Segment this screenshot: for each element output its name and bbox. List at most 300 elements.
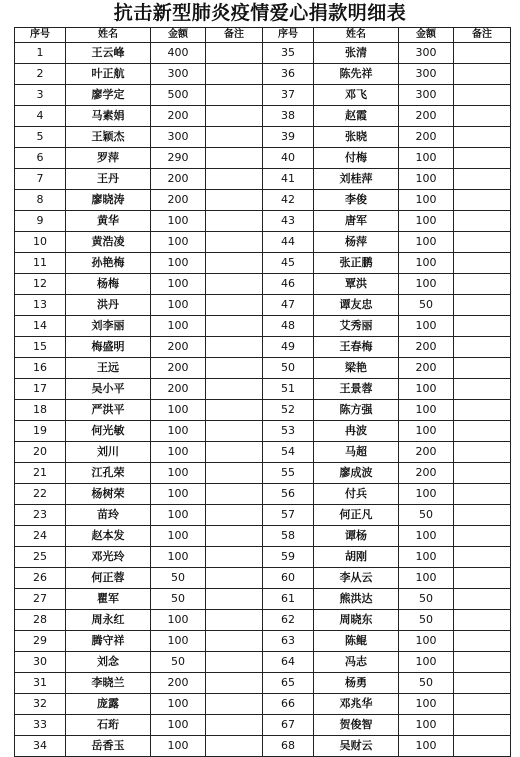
- cell-name-right: 梁艳: [314, 358, 399, 379]
- header-no-right: 序号: [263, 28, 314, 43]
- cell-note-left: [206, 652, 263, 673]
- cell-name-right: 付兵: [314, 484, 399, 505]
- cell-no-right: 67: [263, 715, 314, 736]
- cell-note-left: [206, 358, 263, 379]
- cell-note-left: [206, 43, 263, 64]
- cell-no-right: 60: [263, 568, 314, 589]
- cell-note-left: [206, 610, 263, 631]
- cell-no-left: 2: [15, 64, 66, 85]
- table-row: [15, 694, 511, 715]
- cell-note-left: [206, 295, 263, 316]
- cell-note-right: [454, 589, 511, 610]
- cell-note-left: [206, 85, 263, 106]
- cell-note-right: [454, 379, 511, 400]
- cell-name-right: 付梅: [314, 148, 399, 169]
- cell-name-right: 冯志: [314, 652, 399, 673]
- cell-no-right: 61: [263, 589, 314, 610]
- table-row: [15, 631, 511, 652]
- cell-note-right: [454, 232, 511, 253]
- cell-no-left: 9: [15, 211, 66, 232]
- cell-name-left: 何光敏: [66, 421, 151, 442]
- table-row: [15, 169, 511, 190]
- cell-no-left: 29: [15, 631, 66, 652]
- cell-no-left: 28: [15, 610, 66, 631]
- cell-name-left: 周永红: [66, 610, 151, 631]
- cell-note-left: [206, 64, 263, 85]
- cell-amount-left: 200: [151, 169, 206, 190]
- cell-no-left: 26: [15, 568, 66, 589]
- cell-note-right: [454, 715, 511, 736]
- cell-name-left: 何正蓉: [66, 568, 151, 589]
- cell-no-left: 18: [15, 400, 66, 421]
- cell-note-left: [206, 379, 263, 400]
- table-row: [15, 274, 511, 295]
- cell-amount-left: 100: [151, 484, 206, 505]
- cell-name-left: 庞露: [66, 694, 151, 715]
- cell-note-right: [454, 442, 511, 463]
- table-row: [15, 463, 511, 484]
- cell-name-right: 谭友忠: [314, 295, 399, 316]
- cell-no-left: 10: [15, 232, 66, 253]
- cell-amount-left: 50: [151, 568, 206, 589]
- cell-name-left: 马素娟: [66, 106, 151, 127]
- cell-no-right: 42: [263, 190, 314, 211]
- cell-note-right: [454, 358, 511, 379]
- cell-no-right: 49: [263, 337, 314, 358]
- cell-name-right: 胡刚: [314, 547, 399, 568]
- cell-note-right: [454, 127, 511, 148]
- cell-amount-left: 100: [151, 421, 206, 442]
- table-row: [15, 85, 511, 106]
- cell-note-right: [454, 190, 511, 211]
- cell-name-right: 王景蓉: [314, 379, 399, 400]
- table-row: [15, 379, 511, 400]
- table-row: [15, 106, 511, 127]
- cell-no-left: 1: [15, 43, 66, 64]
- cell-no-right: 64: [263, 652, 314, 673]
- cell-amount-right: 100: [399, 274, 454, 295]
- cell-note-right: [454, 610, 511, 631]
- cell-no-left: 30: [15, 652, 66, 673]
- cell-name-left: 黄浩凌: [66, 232, 151, 253]
- cell-note-right: [454, 43, 511, 64]
- cell-name-right: 陈鲲: [314, 631, 399, 652]
- table-row: [15, 400, 511, 421]
- cell-amount-right: 200: [399, 442, 454, 463]
- cell-name-right: 艾秀丽: [314, 316, 399, 337]
- cell-amount-left: 500: [151, 85, 206, 106]
- cell-amount-right: 100: [399, 379, 454, 400]
- cell-name-left: 王云峰: [66, 43, 151, 64]
- cell-name-right: 张晓: [314, 127, 399, 148]
- cell-name-right: 王春梅: [314, 337, 399, 358]
- cell-no-left: 14: [15, 316, 66, 337]
- table-row: [15, 610, 511, 631]
- cell-no-right: 47: [263, 295, 314, 316]
- cell-amount-right: 100: [399, 568, 454, 589]
- cell-name-right: 陈方强: [314, 400, 399, 421]
- cell-note-left: [206, 463, 263, 484]
- table-row: [15, 358, 511, 379]
- cell-no-right: 35: [263, 43, 314, 64]
- cell-note-left: [206, 631, 263, 652]
- cell-name-left: 梅盛明: [66, 337, 151, 358]
- cell-no-right: 37: [263, 85, 314, 106]
- cell-name-left: 赵本发: [66, 526, 151, 547]
- header-amount-left: 金额: [151, 28, 206, 43]
- cell-no-left: 27: [15, 589, 66, 610]
- cell-note-left: [206, 316, 263, 337]
- cell-note-right: [454, 64, 511, 85]
- cell-name-left: 瞿军: [66, 589, 151, 610]
- cell-name-left: 孙艳梅: [66, 253, 151, 274]
- cell-name-left: 江孔荣: [66, 463, 151, 484]
- cell-no-right: 43: [263, 211, 314, 232]
- cell-name-right: 赵霞: [314, 106, 399, 127]
- cell-name-left: 李晓兰: [66, 673, 151, 694]
- donation-table: [14, 27, 511, 757]
- table-row: [15, 568, 511, 589]
- cell-no-right: 68: [263, 736, 314, 757]
- cell-name-right: 廖成波: [314, 463, 399, 484]
- cell-no-right: 39: [263, 127, 314, 148]
- cell-amount-right: 50: [399, 673, 454, 694]
- cell-no-left: 4: [15, 106, 66, 127]
- cell-no-right: 51: [263, 379, 314, 400]
- cell-amount-right: 100: [399, 190, 454, 211]
- table-row: [15, 505, 511, 526]
- cell-no-left: 19: [15, 421, 66, 442]
- cell-amount-right: 100: [399, 400, 454, 421]
- cell-no-right: 59: [263, 547, 314, 568]
- cell-no-right: 66: [263, 694, 314, 715]
- cell-amount-left: 100: [151, 505, 206, 526]
- cell-amount-left: 50: [151, 652, 206, 673]
- cell-note-left: [206, 505, 263, 526]
- cell-amount-right: 300: [399, 64, 454, 85]
- cell-no-right: 63: [263, 631, 314, 652]
- cell-note-right: [454, 274, 511, 295]
- cell-note-right: [454, 106, 511, 127]
- cell-note-left: [206, 694, 263, 715]
- header-note-left: 备注: [206, 28, 263, 43]
- cell-no-right: 56: [263, 484, 314, 505]
- table-row: [15, 316, 511, 337]
- cell-note-left: [206, 673, 263, 694]
- table-row: [15, 589, 511, 610]
- cell-amount-right: 100: [399, 211, 454, 232]
- cell-name-right: 陈先祥: [314, 64, 399, 85]
- cell-no-left: 13: [15, 295, 66, 316]
- cell-amount-right: 100: [399, 694, 454, 715]
- cell-amount-left: 300: [151, 64, 206, 85]
- table-row: [15, 736, 511, 757]
- cell-amount-left: 200: [151, 106, 206, 127]
- cell-name-left: 叶正航: [66, 64, 151, 85]
- cell-note-right: [454, 148, 511, 169]
- cell-name-left: 石珩: [66, 715, 151, 736]
- cell-amount-right: 100: [399, 232, 454, 253]
- table-row: [15, 190, 511, 211]
- table-row: [15, 211, 511, 232]
- cell-no-left: 17: [15, 379, 66, 400]
- cell-note-left: [206, 274, 263, 295]
- table-row: [15, 442, 511, 463]
- cell-amount-left: 100: [151, 526, 206, 547]
- cell-name-right: 冉波: [314, 421, 399, 442]
- cell-note-left: [206, 715, 263, 736]
- cell-name-right: 杨勇: [314, 673, 399, 694]
- cell-name-left: 苗玲: [66, 505, 151, 526]
- table-row: [15, 148, 511, 169]
- cell-no-right: 41: [263, 169, 314, 190]
- cell-amount-left: 200: [151, 358, 206, 379]
- cell-amount-right: 100: [399, 316, 454, 337]
- header-amount-right: 金额: [399, 28, 454, 43]
- cell-amount-left: 100: [151, 631, 206, 652]
- cell-note-right: [454, 547, 511, 568]
- cell-no-left: 31: [15, 673, 66, 694]
- cell-amount-right: 200: [399, 106, 454, 127]
- table-row: [15, 232, 511, 253]
- cell-no-left: 20: [15, 442, 66, 463]
- cell-amount-left: 200: [151, 337, 206, 358]
- cell-name-right: 覃洪: [314, 274, 399, 295]
- cell-name-left: 罗萍: [66, 148, 151, 169]
- cell-note-left: [206, 442, 263, 463]
- cell-amount-left: 100: [151, 253, 206, 274]
- cell-amount-right: 200: [399, 127, 454, 148]
- cell-note-right: [454, 211, 511, 232]
- cell-name-right: 张正鹏: [314, 253, 399, 274]
- cell-note-left: [206, 211, 263, 232]
- cell-name-left: 王远: [66, 358, 151, 379]
- cell-name-right: 邓飞: [314, 85, 399, 106]
- cell-note-left: [206, 547, 263, 568]
- cell-name-left: 王丹: [66, 169, 151, 190]
- cell-amount-left: 100: [151, 295, 206, 316]
- cell-amount-right: 300: [399, 43, 454, 64]
- cell-name-left: 洪丹: [66, 295, 151, 316]
- cell-note-left: [206, 127, 263, 148]
- cell-no-right: 48: [263, 316, 314, 337]
- cell-amount-left: 100: [151, 442, 206, 463]
- table-row: [15, 673, 511, 694]
- cell-name-left: 严洪平: [66, 400, 151, 421]
- cell-amount-right: 100: [399, 715, 454, 736]
- cell-no-right: 53: [263, 421, 314, 442]
- cell-note-right: [454, 400, 511, 421]
- cell-name-right: 吴财云: [314, 736, 399, 757]
- table-row: [15, 127, 511, 148]
- cell-name-right: 谭杨: [314, 526, 399, 547]
- cell-note-left: [206, 526, 263, 547]
- cell-no-left: 11: [15, 253, 66, 274]
- cell-note-right: [454, 673, 511, 694]
- cell-amount-right: 200: [399, 358, 454, 379]
- cell-no-left: 34: [15, 736, 66, 757]
- table-row: [15, 337, 511, 358]
- cell-name-left: 杨梅: [66, 274, 151, 295]
- cell-amount-right: 100: [399, 631, 454, 652]
- cell-note-left: [206, 421, 263, 442]
- cell-note-right: [454, 568, 511, 589]
- cell-amount-left: 100: [151, 547, 206, 568]
- cell-amount-left: 100: [151, 211, 206, 232]
- cell-no-left: 32: [15, 694, 66, 715]
- cell-no-right: 36: [263, 64, 314, 85]
- cell-amount-left: 290: [151, 148, 206, 169]
- cell-amount-right: 100: [399, 526, 454, 547]
- table-row: [15, 295, 511, 316]
- cell-amount-left: 200: [151, 379, 206, 400]
- cell-no-right: 46: [263, 274, 314, 295]
- table-row: [15, 526, 511, 547]
- cell-amount-left: 100: [151, 400, 206, 421]
- cell-note-right: [454, 526, 511, 547]
- cell-name-left: 刘念: [66, 652, 151, 673]
- cell-note-right: [454, 85, 511, 106]
- cell-no-right: 44: [263, 232, 314, 253]
- cell-amount-right: 50: [399, 295, 454, 316]
- cell-note-right: [454, 316, 511, 337]
- cell-amount-left: 100: [151, 694, 206, 715]
- cell-amount-left: 300: [151, 127, 206, 148]
- cell-note-left: [206, 736, 263, 757]
- cell-name-left: 刘川: [66, 442, 151, 463]
- cell-note-left: [206, 232, 263, 253]
- cell-amount-left: 100: [151, 232, 206, 253]
- cell-amount-right: 100: [399, 169, 454, 190]
- cell-name-right: 张清: [314, 43, 399, 64]
- cell-no-right: 55: [263, 463, 314, 484]
- cell-name-left: 邓光玲: [66, 547, 151, 568]
- cell-no-left: 5: [15, 127, 66, 148]
- cell-amount-left: 100: [151, 715, 206, 736]
- cell-name-left: 吴小平: [66, 379, 151, 400]
- cell-note-right: [454, 484, 511, 505]
- cell-note-left: [206, 400, 263, 421]
- cell-no-right: 38: [263, 106, 314, 127]
- cell-no-left: 7: [15, 169, 66, 190]
- cell-amount-right: 50: [399, 505, 454, 526]
- table-header-row: [15, 28, 511, 43]
- table-row: [15, 715, 511, 736]
- table-row: [15, 547, 511, 568]
- cell-amount-right: 100: [399, 484, 454, 505]
- cell-amount-left: 100: [151, 610, 206, 631]
- header-name-left: 姓名: [66, 28, 151, 43]
- cell-name-right: 唐军: [314, 211, 399, 232]
- cell-name-right: 何正凡: [314, 505, 399, 526]
- cell-note-right: [454, 631, 511, 652]
- cell-note-right: [454, 694, 511, 715]
- cell-no-left: 6: [15, 148, 66, 169]
- cell-note-left: [206, 169, 263, 190]
- cell-no-left: 16: [15, 358, 66, 379]
- cell-note-left: [206, 148, 263, 169]
- cell-amount-left: 400: [151, 43, 206, 64]
- cell-no-right: 58: [263, 526, 314, 547]
- cell-name-right: 杨萍: [314, 232, 399, 253]
- cell-no-right: 45: [263, 253, 314, 274]
- cell-note-left: [206, 106, 263, 127]
- cell-amount-right: 200: [399, 337, 454, 358]
- cell-note-right: [454, 463, 511, 484]
- cell-note-right: [454, 736, 511, 757]
- table-row: [15, 484, 511, 505]
- cell-note-right: [454, 505, 511, 526]
- cell-name-left: 岳香玉: [66, 736, 151, 757]
- cell-note-left: [206, 190, 263, 211]
- cell-no-left: 23: [15, 505, 66, 526]
- table-row: [15, 652, 511, 673]
- cell-no-left: 24: [15, 526, 66, 547]
- cell-name-right: 刘桂萍: [314, 169, 399, 190]
- cell-amount-left: 100: [151, 463, 206, 484]
- cell-name-right: 熊洪达: [314, 589, 399, 610]
- cell-name-left: 刘李丽: [66, 316, 151, 337]
- cell-note-left: [206, 337, 263, 358]
- cell-name-left: 廖晓涛: [66, 190, 151, 211]
- cell-no-right: 52: [263, 400, 314, 421]
- cell-no-right: 62: [263, 610, 314, 631]
- cell-note-right: [454, 421, 511, 442]
- cell-name-left: 王颖杰: [66, 127, 151, 148]
- cell-no-right: 54: [263, 442, 314, 463]
- cell-no-right: 50: [263, 358, 314, 379]
- cell-no-left: 15: [15, 337, 66, 358]
- header-no-left: 序号: [15, 28, 66, 43]
- cell-note-left: [206, 568, 263, 589]
- cell-no-left: 33: [15, 715, 66, 736]
- cell-name-right: 李从云: [314, 568, 399, 589]
- cell-name-left: 杨树荣: [66, 484, 151, 505]
- cell-name-right: 马超: [314, 442, 399, 463]
- cell-amount-right: 100: [399, 736, 454, 757]
- cell-amount-left: 100: [151, 736, 206, 757]
- cell-amount-left: 100: [151, 274, 206, 295]
- cell-note-left: [206, 589, 263, 610]
- cell-no-right: 65: [263, 673, 314, 694]
- cell-amount-right: 100: [399, 652, 454, 673]
- cell-amount-right: 100: [399, 148, 454, 169]
- cell-note-right: [454, 253, 511, 274]
- cell-amount-left: 200: [151, 190, 206, 211]
- cell-no-left: 22: [15, 484, 66, 505]
- cell-amount-left: 50: [151, 589, 206, 610]
- cell-no-left: 12: [15, 274, 66, 295]
- cell-note-left: [206, 484, 263, 505]
- cell-amount-right: 100: [399, 421, 454, 442]
- cell-name-right: 贺俊智: [314, 715, 399, 736]
- cell-amount-right: 100: [399, 547, 454, 568]
- cell-amount-right: 100: [399, 253, 454, 274]
- header-note-right: 备注: [454, 28, 511, 43]
- cell-note-right: [454, 169, 511, 190]
- cell-no-left: 3: [15, 85, 66, 106]
- cell-name-left: 腾守祥: [66, 631, 151, 652]
- cell-amount-right: 50: [399, 610, 454, 631]
- cell-note-right: [454, 652, 511, 673]
- cell-note-right: [454, 337, 511, 358]
- cell-amount-left: 100: [151, 316, 206, 337]
- cell-name-right: 邓兆华: [314, 694, 399, 715]
- cell-name-right: 李俊: [314, 190, 399, 211]
- header-name-right: 姓名: [314, 28, 399, 43]
- cell-no-right: 57: [263, 505, 314, 526]
- cell-amount-right: 50: [399, 589, 454, 610]
